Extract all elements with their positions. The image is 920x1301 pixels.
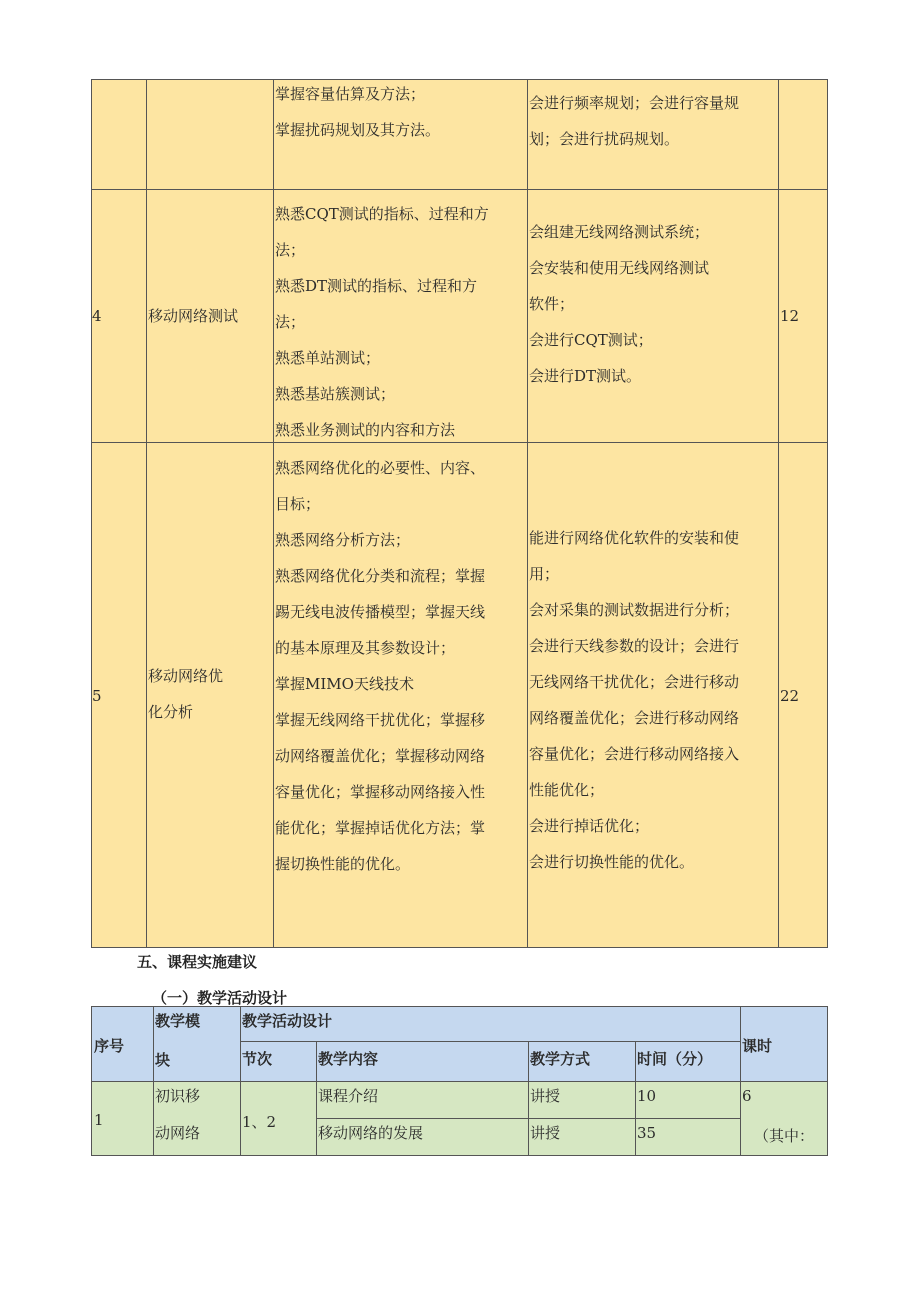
table-divider <box>146 80 147 947</box>
hours-cell: 22 <box>780 687 800 705</box>
skills-cell: 会组建无线网络测试系统； 会安装和使用无线网络测试 软件； 会进行CQT测试； 会进行DT测试。 <box>529 223 710 385</box>
subsection-heading: （一）教学活动设计 <box>152 989 288 1007</box>
table-divider <box>153 1007 154 1155</box>
header-module: 教学模 <box>155 1012 201 1030</box>
table-divider <box>240 1007 241 1155</box>
teaching-activity-table <box>91 1006 828 1156</box>
module-name: 初识移 <box>155 1087 201 1105</box>
knowledge-cell: 熟悉CQT测试的指标、过程和方 法； 熟悉DT测试的指标、过程和方 法； 熟悉单站测试； 熟悉基站簇测试； 熟悉业务测试的内容和方法 <box>275 205 489 439</box>
time-cell: 35 <box>637 1124 657 1142</box>
module-name: 移动网络测试 <box>148 307 239 325</box>
header-no: 序号 <box>94 1037 125 1055</box>
course-content-table <box>91 79 828 948</box>
hours-cell: 12 <box>780 307 800 325</box>
table-header <box>92 1007 827 1082</box>
row-number: 5 <box>92 687 102 705</box>
header-module-cont: 块 <box>155 1051 171 1069</box>
table-divider <box>527 80 528 947</box>
header-session: 节次 <box>242 1050 273 1068</box>
table-divider <box>92 189 827 190</box>
method-cell: 讲授 <box>530 1124 561 1142</box>
table-divider <box>273 80 274 947</box>
skills-line: 划；会进行扰码规划。 <box>529 130 680 148</box>
knowledge-line: 掌握扰码规划及其方法。 <box>275 121 441 139</box>
table-divider <box>635 1041 636 1155</box>
header-content: 教学内容 <box>318 1050 379 1068</box>
hours-cell: 6 <box>742 1087 752 1105</box>
time-cell: 10 <box>637 1087 657 1105</box>
session: 1、2 <box>242 1113 277 1131</box>
header-method: 教学方式 <box>530 1050 591 1068</box>
method-cell: 讲授 <box>530 1087 561 1105</box>
table-divider <box>92 1081 827 1082</box>
header-time: 时间（分） <box>637 1050 713 1068</box>
knowledge-line: 掌握容量估算及方法； <box>275 85 426 103</box>
module-name-cont: 动网络 <box>155 1124 201 1142</box>
skills-line: 会进行频率规划；会进行容量规 <box>529 94 740 112</box>
header-design: 教学活动设计 <box>242 1012 333 1030</box>
header-hours: 课时 <box>742 1037 773 1055</box>
section-heading: 五、课程实施建议 <box>137 953 258 971</box>
table-divider <box>778 80 779 947</box>
row-number: 4 <box>92 307 102 325</box>
row-number: 1 <box>94 1111 104 1129</box>
skills-cell <box>529 85 776 185</box>
table-divider <box>316 1041 317 1155</box>
knowledge-cell: 熟悉网络优化的必要性、内容、 目标； 熟悉网络分析方法； 熟悉网络优化分类和流程；掌握 踢无线电波传播模型；掌握天线 的基本原理及其参数设计； 掌握MIMO天线技术 掌握无线网络干扰优化；掌握移 动网络覆盖优化；掌握移动网络 容量优化；掌握移动网络接入性 能优化；掌握掉话优化方法；掌 握切换性能的优化。 <box>275 459 486 873</box>
table-row <box>275 76 525 186</box>
skills-cell: 能进行网络优化软件的安装和使 用； 会对采集的测试数据进行分析； 会进行天线参数的设计；会进行 无线网络干扰优化；会进行移动 网络覆盖优化；会进行移动网络 容量优化；会进行移动网络接入 性能优化； 会进行掉话优化； 会进行切换性能的优化。 <box>529 529 740 871</box>
content-cell: 课程介绍 <box>318 1087 379 1105</box>
table-divider <box>92 442 827 443</box>
content-cell: 移动网络的发展 <box>318 1124 424 1142</box>
hours-cell-cont: （其中： <box>754 1127 815 1145</box>
module-name: 移动网络优 化分析 <box>148 667 224 721</box>
table-divider <box>528 1041 529 1155</box>
table-divider <box>740 1007 741 1155</box>
